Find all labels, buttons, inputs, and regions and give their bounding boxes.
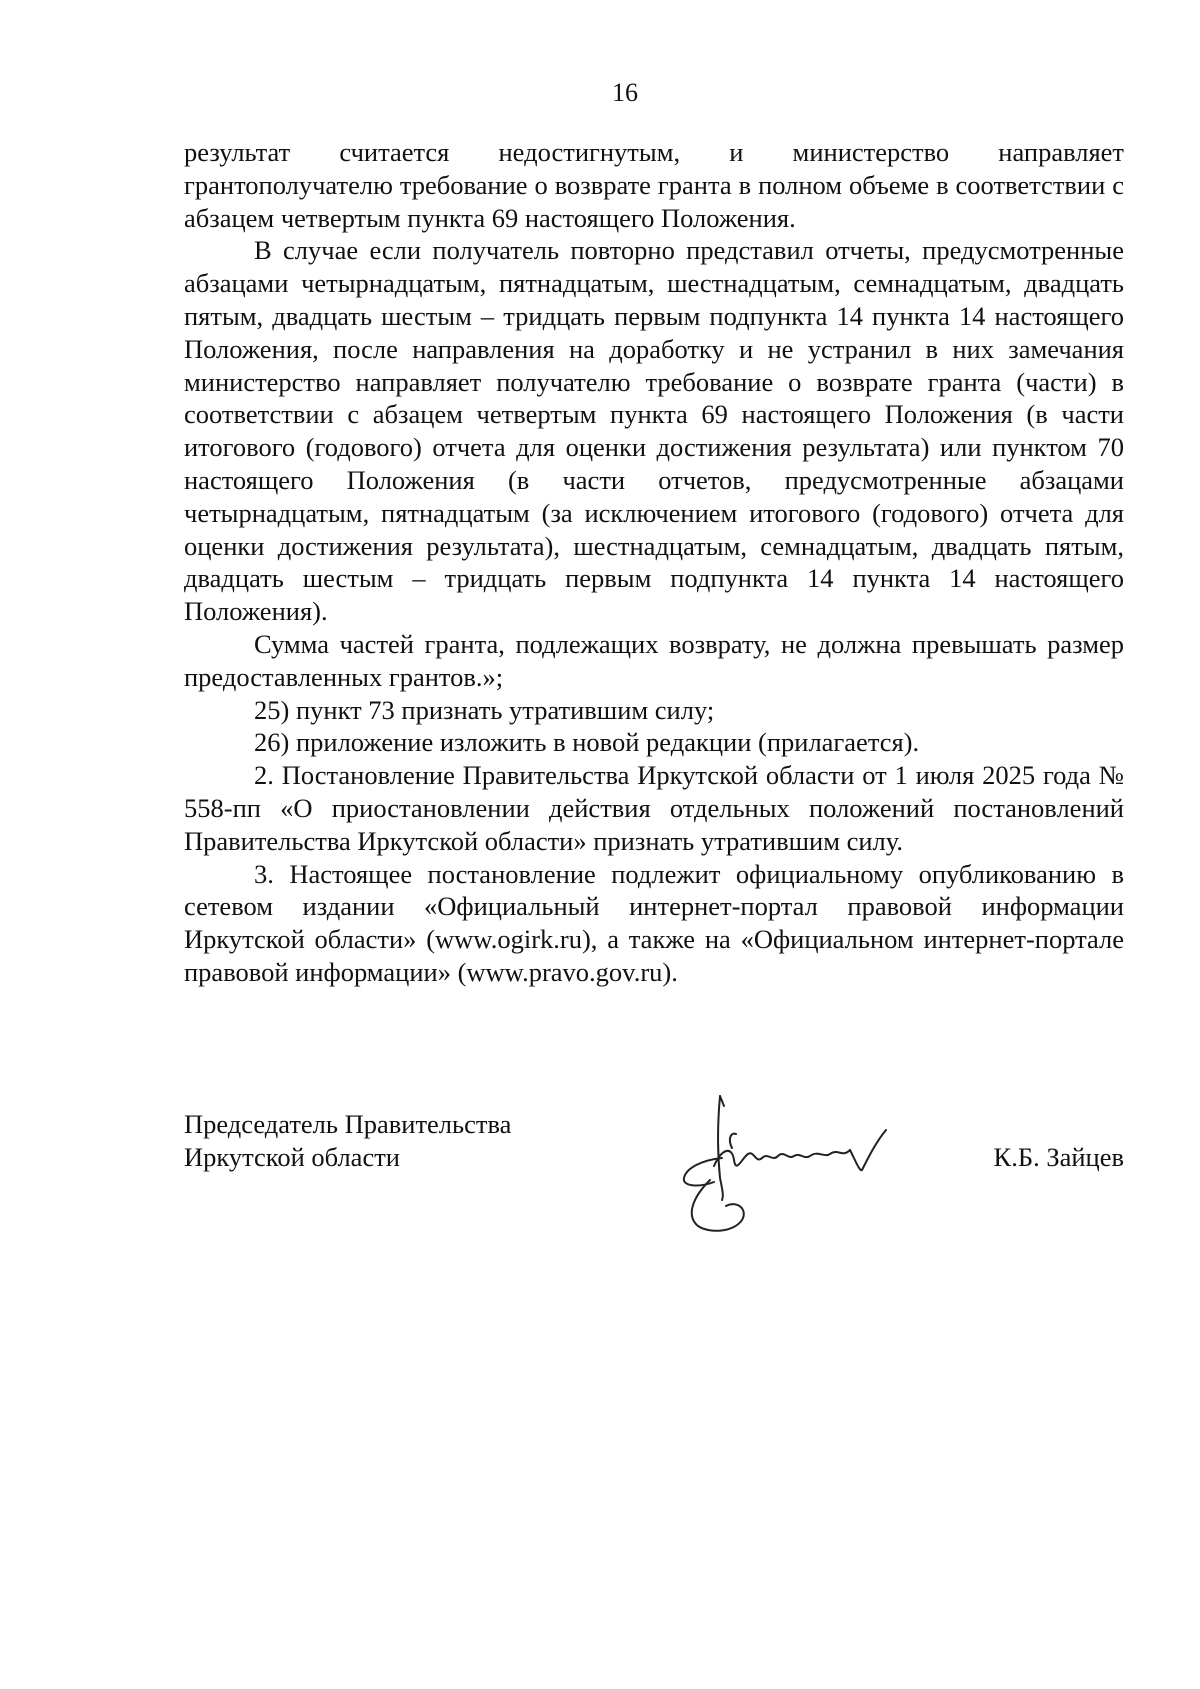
paragraph: Сумма частей гранта, подлежащих возврату, не должна превышать размер предоставленных грантов.»; [184,628,1124,692]
document-body [184,136,1124,989]
signatory-name: К.Б. Зайцев [993,1142,1124,1172]
signatory-title [184,1108,511,1174]
signature-block [184,1108,1124,1248]
paragraph: 3. Настоящее постановление подлежит официальному опубликованию в сетевом издании «Официальный интернет-портал правовой информации Иркутской области» (www.ogirk.ru), а также на «Официальном интернет-портале правовой информации» (www.pravo.gov.ru). [184,858,1124,987]
signatory-title-line: Председатель Правительства [184,1109,512,1139]
handwritten-signature [662,1088,932,1238]
paragraph: 26) приложение изложить в новой редакции (прилагается). [254,727,920,758]
paragraph: результат считается недостигнутым, и министерство направляет грантополучателю требование о возврате гранта в полном объеме в соответствии с абзацем четвертым пункта 69 настоящего Положения. [184,137,1124,233]
signatory-title-line: Иркутской области [184,1142,400,1172]
page-number: 16 [612,78,638,107]
paragraph: 25) пункт 73 признать утратившим силу; [254,694,715,725]
paragraph: 2. Постановление Правительства Иркутской области от 1 июля 2025 года № 558-пп «О приостановлении действия отдельных положений постановлений Правительства Иркутской области» признать утратившим силу. [184,760,1124,856]
paragraph: В случае если получатель повторно представил отчеты, предусмотренные абзацами четырнадцатым, пятнадцатым, шестнадцатым, семнадцатым, двадцать пятым, двадцать шестым – тридцать первым подпункта 14 пункта 14 настоящего Положения, после направления на доработку и не устранил в них замечания министерство направляет получателю требование о возврате гранта (части) в соответствии с абзацем четвертым пункта 69 настоящего Положения (в части итогового (годового) отчета для оценки достижения результата) или пунктом 70 настоящего Положения (в части отчетов, предусмотренные абзацами четырнадцатым, пятнадцатым (за исключением итогового (годового) отчета для оценки достижения результата), шестнадцатым, семнадцатым, двадцать пятым, двадцать шестым – тридцать первым подпункта 14 пункта 14 настоящего Положения). [184,235,1124,627]
